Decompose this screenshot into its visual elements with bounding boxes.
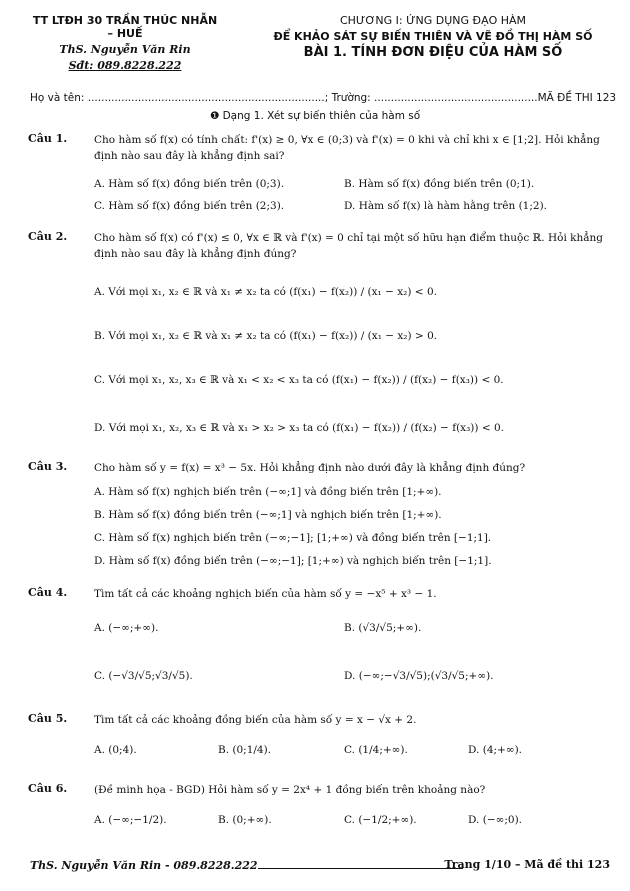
option-a[interactable]: A. (−∞;−1/2). — [94, 814, 167, 826]
footer-author: ThS. Nguyễn Văn Rin - 089.8228.222 — [30, 859, 258, 872]
school-name: TT LTĐH 30 TRẦN THÚC NHẪN – HUẾ — [32, 14, 218, 40]
option-b[interactable]: B. Với mọi x₁, x₂ ∈ ℝ và x₁ ≠ x₂ ta có (f(x₁) − f(x₂)) / (x₁ − x₂) > 0. — [94, 330, 438, 342]
teacher-name: ThS. Nguyễn Văn Rin — [59, 43, 191, 56]
footer-rule — [258, 858, 463, 869]
option-c[interactable]: C. (1/4;+∞). — [344, 744, 408, 756]
question-stem: Tìm tất cả các khoảng nghịch biến của hàm số y = −x⁵ + x³ − 1. — [94, 588, 437, 600]
option-d[interactable]: D. (−∞;0). — [468, 814, 523, 826]
question-label: Câu 1. — [28, 132, 68, 145]
chapter-title: CHƯƠNG I: ỨNG DỤNG ĐẠO HÀM — [339, 14, 527, 27]
question-label: Câu 4. — [28, 586, 68, 599]
section-title: ❶ Dạng 1. Xét sự biến thiên của hàm số — [209, 110, 421, 122]
option-c[interactable]: C. (−1/2;+∞). — [344, 814, 417, 826]
question-stem: Tìm tất cả các khoảng đồng biến của hàm số y = x − √x + 2. — [94, 714, 417, 726]
option-d[interactable]: D. Hàm số f(x) đồng biến trên (−∞;−1]; [1;+∞) và nghịch biến trên [−1;1]. — [94, 555, 492, 567]
question-stem: Cho hàm số f(x) có tính chất: f'(x) ≥ 0, ∀x ∈ (0;3) và f'(x) = 0 khi và chỉ khi x ∈ [1;2]. Hỏi khẳng định nào sau đây là khẳng định sai? — [94, 134, 600, 162]
option-a[interactable]: A. Hàm số f(x) đồng biến trên (0;3). — [94, 178, 285, 190]
question-5 — [28, 712, 610, 756]
option-b[interactable]: B. (0;+∞). — [218, 814, 272, 826]
option-d[interactable]: D. (4;+∞). — [468, 744, 523, 756]
question-stem: Cho hàm số f(x) có f'(x) ≤ 0, ∀x ∈ ℝ và f'(x) = 0 chỉ tại một số hữu hạn điểm thuộc ℝ. Hỏi khẳng định nào sau đây là khẳng định đúng? — [94, 232, 604, 260]
question-1 — [28, 132, 610, 212]
option-a[interactable]: A. Với mọi x₁, x₂ ∈ ℝ và x₁ ≠ x₂ ta có (f(x₁) − f(x₂)) / (x₁ − x₂) < 0. — [94, 286, 437, 298]
option-c[interactable]: C. Hàm số f(x) nghịch biến trên (−∞;−1]; [1;+∞) và đồng biến trên [−1;1]. — [94, 532, 492, 544]
question-label: Câu 6. — [28, 782, 68, 795]
option-b[interactable]: B. Hàm số f(x) đồng biến trên (−∞;1] và nghịch biến trên [1;+∞). — [94, 509, 442, 521]
option-a[interactable]: A. (−∞;+∞). — [94, 622, 159, 634]
option-b[interactable]: B. (0;1/4). — [218, 744, 272, 756]
page-footer — [30, 858, 610, 872]
option-a[interactable]: A. Hàm số f(x) nghịch biến trên (−∞;1] và đồng biến trên [1;+∞). — [94, 486, 442, 498]
question-3 — [28, 460, 610, 567]
header-right — [268, 14, 598, 60]
lesson-title: BÀI 1. TÍNH ĐƠN ĐIỆU CỦA HÀM SỐ — [303, 45, 563, 60]
option-c[interactable]: C. Hàm số f(x) đồng biến trên (2;3). — [94, 200, 285, 212]
question-stem: (Đề minh họa - BGD) Hỏi hàm số y = 2x⁴ + 1 đồng biến trên khoảng nào? — [94, 784, 486, 796]
question-6 — [28, 782, 610, 826]
footer-page-info: Trang 1/10 – Mã đề thi 123 — [444, 858, 610, 871]
question-2 — [28, 230, 610, 434]
option-d[interactable]: D. Hàm số f(x) là hàm hằng trên (1;2). — [344, 200, 548, 212]
option-c[interactable]: C. Với mọi x₁, x₂, x₃ ∈ ℝ và x₁ < x₂ < x₃ ta có (f(x₁) − f(x₂)) / (f(x₂) − f(x₃)) < 0. — [94, 374, 504, 386]
question-stem: Cho hàm số y = f(x) = x³ − 5x. Hỏi khẳng định nào dưới đây là khẳng định đúng? — [94, 462, 526, 474]
option-d[interactable]: D. Với mọi x₁, x₂, x₃ ∈ ℝ và x₁ > x₂ > x₃ ta có (f(x₁) − f(x₂)) / (f(x₂) − f(x₃)) < 0. — [94, 422, 504, 434]
header-left — [30, 14, 220, 72]
teacher-phone: Sđt: 089.8228.222 — [68, 59, 182, 72]
chapter-subtitle: ĐỂ KHẢO SÁT SỰ BIẾN THIÊN VÀ VẼ ĐỒ THỊ HÀM SỐ — [273, 30, 593, 43]
option-d[interactable]: D. (−∞;−√3/√5);(√3/√5;+∞). — [344, 670, 494, 682]
question-label: Câu 2. — [28, 230, 68, 243]
question-label: Câu 5. — [28, 712, 68, 725]
student-info-line: Họ và tên: .......................................................................; Trường: .................................................MÃ ĐỀ THI 123 — [30, 92, 617, 104]
option-c[interactable]: C. (−√3/√5;√3/√5). — [94, 670, 193, 682]
option-b[interactable]: B. (√3/√5;+∞). — [344, 622, 422, 634]
question-4 — [28, 586, 610, 682]
option-b[interactable]: B. Hàm số f(x) đồng biến trên (0;1). — [344, 178, 535, 190]
option-a[interactable]: A. (0;4). — [94, 744, 137, 756]
question-label: Câu 3. — [28, 460, 68, 473]
